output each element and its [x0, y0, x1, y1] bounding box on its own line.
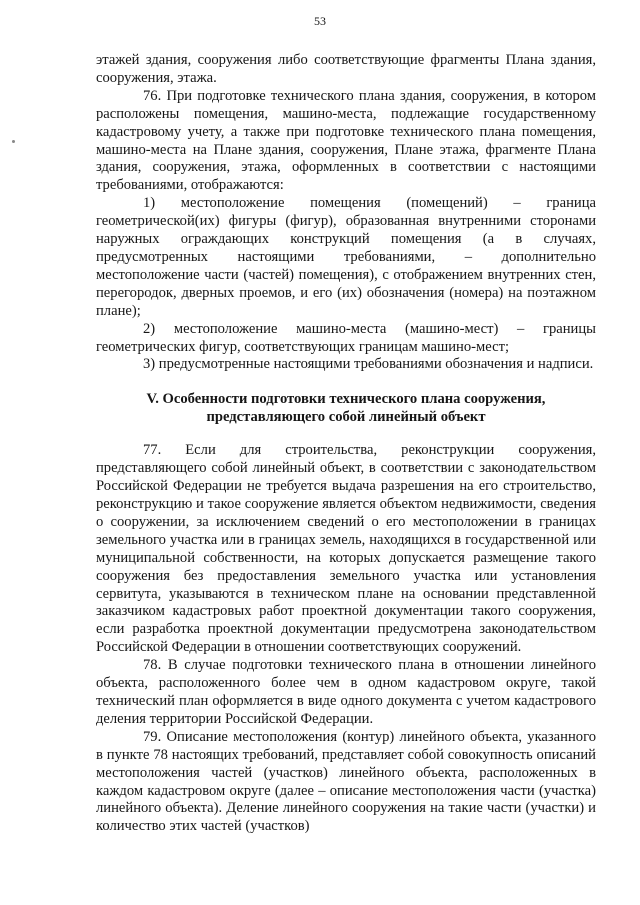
page-number: 53 — [314, 14, 326, 28]
paragraph-78: 78. В случае подготовки технического плана в отношении линейного объекта, расположенного более чем в одном кадастровом округе, такой технический план оформляется в виде одного документа с учетом кадастрового деления территории Российской Федерации. — [96, 657, 596, 727]
scan-speck — [12, 140, 15, 143]
section-heading — [96, 390, 596, 426]
paragraph-76-item-1: 1) местоположение помещения (помещений) – граница геометрической(их) фигуры (фигур), образованная внутренними сторонами наружных ограждающих конструкций помещения (а в случаях, предусмотренных настоящими требованиями, – дополнительно местоположение части (частей) помещения), с отображением внутренних стен, перегородок, дверных проемов, и его (их) обозначения (номера) на поэтажном плане); — [96, 195, 596, 319]
paragraph-continuation: этажей здания, сооружения либо соответствующие фрагменты Плана здания, сооружения, этажа. — [96, 52, 596, 86]
section-spacer — [96, 426, 596, 442]
paragraph-76-item-2: 2) местоположение машино-места (машино-мест) – границы геометрических фигур, соответствующих границам машино-мест; — [96, 320, 596, 355]
paragraph-76: 76. При подготовке технического плана здания, сооружения, в котором расположены помещения, машино-места, подлежащие государственному кадастровому учету, а также при подготовке технического плана помещения, машино-места на Плане здания, сооружения, Плане этажа, фрагменте Плана здания, сооружения, этажа, оформленных в соответствии с настоящими требованиями, отображаются: — [96, 87, 596, 194]
section-heading-line-1: V. Особенности подготовки технического плана сооружения, — [146, 391, 546, 408]
page-body — [96, 52, 596, 836]
paragraph-76-item-3: 3) предусмотренные настоящими требованиями обозначения и надписи. — [143, 356, 594, 373]
paragraph-77: 77. Если для строительства, реконструкции сооружения, представляющего собой линейный объект, в соответствии с законодательством Российской Федерации не требуется выдача разрешения на его строительство, реконструкцию и такое сооружение является объектом недвижимости, сведения о сооружении, за исключением сведений о его местоположении в границах земельного участка или в границах земель, находящихся в государственной или муниципальной собственности, на которых допускается размещение такого сооружения без предоставления земельного участка или установления сервитута, указываются в техническом плане на основании представленной заказчиком кадастровых работ проектной документации такого сооружения, если разработка проектной документации предусмотрена законодательством Российской Федерации в отношении соответствующих сооружений. — [96, 442, 596, 656]
paragraph-79: 79. Описание местоположения (контур) линейного объекта, указанного в пункте 78 настоящих требований, представляет собой совокупность описаний местоположения частей (участков) линейного объекта, расположенных в каждом кадастровом округе (далее – описание местоположения части (участка) линейного объекта). Деление линейного сооружения на такие части (участки) и количество этих частей (участков) — [96, 728, 596, 835]
section-heading-line-2: представляющего собой линейный объект — [206, 409, 486, 426]
